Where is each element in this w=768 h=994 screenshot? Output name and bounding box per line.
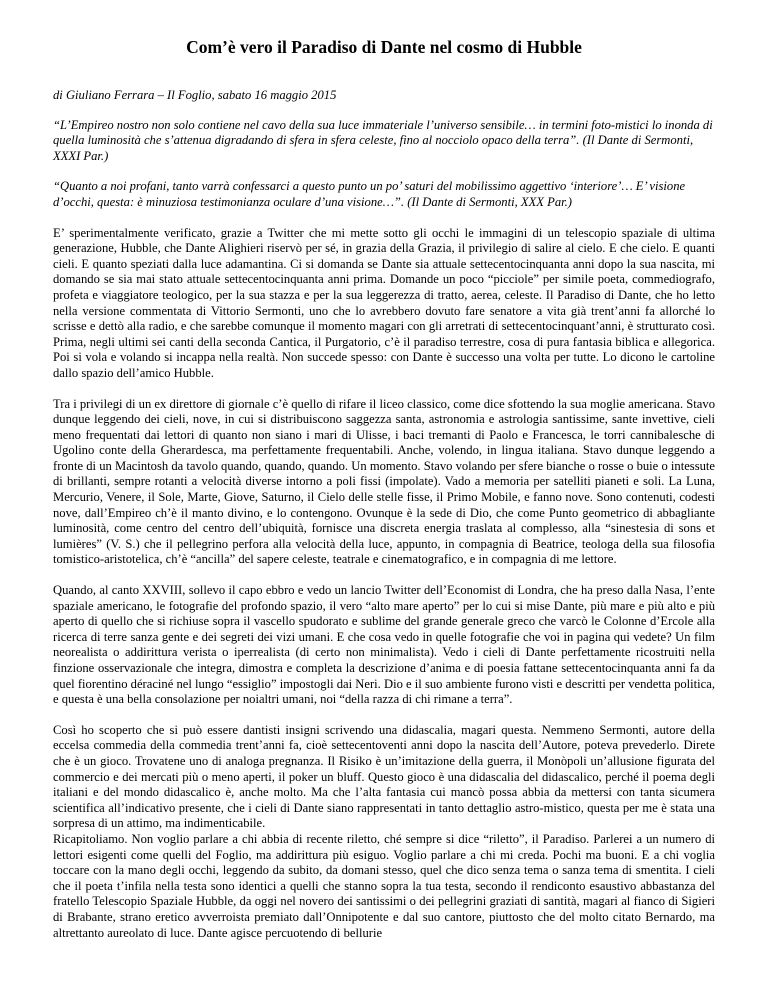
article-byline: di Giuliano Ferrara – Il Foglio, sabato 16 maggio 2015 [53, 88, 337, 102]
article-body [53, 88, 715, 941]
article-title: Com’è vero il Paradiso di Dante nel cosmo di Hubble [186, 37, 582, 57]
body-paragraph: Ricapitoliamo. Non voglio parlare a chi abbia di recente riletto, ché sempre si dice “riletto”, il Paradiso. Parlerei a un numero di lettori esigenti come quelli del Foglio, ma addirittura più esiguo. Voglio parlare a chi mi creda. Pochi ma buoni. E a chi voglia toccare con la mano degli occhi, leggendo da subito, da domani stesso, quel che dico senza tema o sanza tema di smentita. I cieli che il poeta t’infila nella testa sono identici a quelli che stanno sopra la tua testa, secondo il rendiconto esaustivo abbastanza del fratello Telescopio Spaziale Hubble, da oggi nel novero dei santissimi o dei pellegrini graziati di santità, magari al fianco di Sigieri di Brabante, strano eretico avverroista premiato dall’Onnipotente e dal suo cantore, piuttosto che del molto citato Bernardo, ma altrettanto aureolato di luce. Dante agisce percuotendo di bellurie [53, 831, 715, 940]
body-paragraph: Così ho scoperto che si può essere dantisti insigni scrivendo una didascalia, magari questa. Nemmeno Sermonti, autore della eccelsa commedia della commedia trent’anni fa, cioè settecentoventi anni dopo la nascita dell’Autore, poteva prevederlo. Direte che è un gioco. Trovatene uno di analoga pregnanza. Il Risiko è un’imitazione della guerra, il Monòpoli un’allusione figurata del commercio e dei mercati più o meno aperti, il poker un bluff. Questo gioco è una didascalia del didascalico, perché il poema degli italiani e del mondo didascalico è, anche molto. Ma che l’alta fantasia cui mancò possa abbia da mettersi con tanta sicumera scientifica all’indicativo presente, che i cieli di Dante siano rappresentati in tanto dettaglio astro-mistico, questa per me è stata una sorpresa di un attimo, ma indimenticabile. [53, 722, 715, 831]
epigraph-quote: “L’Empireo nostro non solo contiene nel cavo della sua luce immateriale l’universo sensibile… in termini foto-mistici lo inonda di quella luminosità che s’attenua digradando di sfera in sfera celeste, fino al nocciolo opaco della terra”. (Il Dante di Sermonti, XXXI Par.) [53, 117, 713, 163]
body-paragraph: E’ sperimentalmente verificato, grazie a Twitter che mi mette sotto gli occhi le immagini di un telescopio spaziale di ultima generazione, Hubble, che Dante Alighieri riservò per sé, in grazia della Grazia, il privilegio di salire al cielo. E che cielo. E quanti cieli. E quanto speziati dalla luce adamantina. Ci si domanda se Dante sia attuale settecentocinquanta anni dopo la sua nascita, mi domando se sia mai stato attuale settecentocinquanta anni prima. Domande un poco “picciole” per simile poeta, commediografo, profeta e viaggiatore teologico, per la sua stazza e per la sua leggerezza di tratto, aerea, celeste. Il Paradiso di Dante, che ho letto nella versione commentata di Vittorio Sermonti, uno che lo avrebbero dovuto fare senatore a vita già trent’anni fa allorché lo scrisse e dettò alla radio, e che sarebbe comunque il momento magari con gli arretrati di settecentocinquant’anni, è strutturato così. Prima, negli ultimi sei canti della seconda Cantica, il Purgatorio, c’è il paradiso terrestre, cosa di pura fantasia biblica e allegorica. Poi si vola e volando si incappa nella realtà. Non succede spesso: con Dante è successo una volta per tutte. Lo dicono le cartoline dallo spazio dell’amico Hubble. [53, 225, 715, 380]
epigraph-quote: “Quanto a noi profani, tanto varrà confessarci a questo punto un po’ saturi del mobilissimo aggettivo ‘interiore’… E’ visione d’occhi, questa: è minuziosa testimonianza oculare d’una visione…”. (Il Dante di Sermonti, XXX Par.) [53, 179, 686, 209]
body-paragraph: Quando, al canto XXVIII, sollevo il capo ebbro e vedo un lancio Twitter dell’Economist di Londra, che ha preso dalla Nasa, l’ente spaziale americano, le fotografie del profondo spazio, il vero “alto mare aperto” per lo cui si mise Dante, più mare e più alto e più aperto di quello che si richiuse sopra il vascello spudorato e sublime del grande generale greco che varcò le Colonne d’Ercole alla ricerca di terre sanza gente e dei segreti dei vizi umani. E che cosa vedo in quelle fotografie che voi in pagina qui vedete? Un film neorealista o addirittura verista o iperrealista (di certo non minimalista). Vedo i cieli di Dante perfettamente ricostruiti nella finzione osservazionale che integra, dimostra e completa la descrizione d’anima e di poesia fattane settecentocinquanta anni fa da quel fiorentino déraciné nel lungo “essiglio” impostogli dai Neri. Dio e il suo ambiente furono visti e descritti per vendetta politica, e questa è una bella consolazione per noialtri umani, noi “della razza di chi rimane a terra”. [53, 583, 715, 707]
body-paragraph: Tra i privilegi di un ex direttore di giornale c’è quello di rifare il liceo classico, come dice sfottendo la sua moglie americana. Stavo dunque leggendo dei cieli, nove, in cui si distribuiscono saggezza santa, astronomia e astrologia santissime, sante invettive, cieli meno frequentati dai lettori di quanto non siano i mari di Ulisse, i baci tremanti di Paolo e Francesca, le torri cannibalesche di Ugolino conte della Gherardesca, ma perfettamente frequentabili. Anche, volendo, in lingua italiana. Stavo dunque leggendo a fronte di un Macintosh da tavolo quando, quando, quando. Un momento. Stavo volando per sfere bianche o rosse o buie o intessute di brillanti, sempre rotanti a velocità diverse intorno a poli fissi (impolate). Vado a memoria per satelliti pianeti e soli. La Luna, Mercurio, Venere, il Sole, Marte, Giove, Saturno, il Cielo delle stelle fisse, il Primo Mobile, e fanno nove. Sono contenuti, codesti nove, dall’Empireo ch’è il manto divino, e lo contengono. Ovunque è la sede di Dio, che come Punto geometrico di abbagliante luminosità, come centro del centro dell’ubiquità, fornisce una discreta energia traslata al complesso, alla “sinestesia di sons et lumières” (V. S.) che il pellegrino perfora alla velocità della luce, appunto, in compagnia di Beatrice, teologa della sua filosofia tomistico-aristotelica, ch’è “ancilla” del sapere celeste, teatrale e cinematografico, e in compagnia di me lettore. [53, 396, 715, 567]
